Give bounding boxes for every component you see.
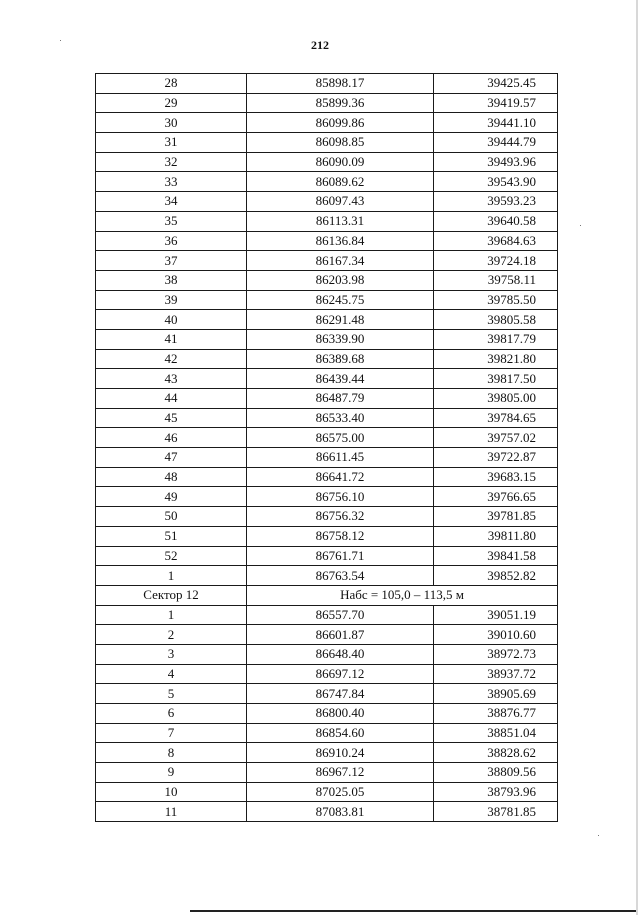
point-number-cell: 1 bbox=[96, 566, 247, 586]
point-number-cell: 52 bbox=[96, 546, 247, 566]
y-coordinate-cell: 39444.79 bbox=[434, 133, 558, 153]
point-number-cell: 8 bbox=[96, 743, 247, 763]
x-coordinate-cell: 86113.31 bbox=[247, 211, 434, 231]
table-row bbox=[96, 329, 558, 349]
y-coordinate-cell: 39852.82 bbox=[434, 566, 558, 586]
table-row bbox=[96, 763, 558, 783]
y-coordinate-cell: 39841.58 bbox=[434, 546, 558, 566]
point-number-cell: 49 bbox=[96, 487, 247, 507]
point-number-cell: 30 bbox=[96, 113, 247, 133]
point-number-cell: 5 bbox=[96, 684, 247, 704]
scan-bottom-edge bbox=[190, 910, 636, 912]
y-coordinate-cell: 39425.45 bbox=[434, 74, 558, 94]
table-row bbox=[96, 133, 558, 153]
x-coordinate-cell: 86756.10 bbox=[247, 487, 434, 507]
sector-label: Сектор 12 bbox=[96, 585, 247, 605]
point-number-cell: 45 bbox=[96, 408, 247, 428]
y-coordinate-cell: 39722.87 bbox=[434, 448, 558, 468]
point-number-cell: 48 bbox=[96, 467, 247, 487]
x-coordinate-cell: 86756.32 bbox=[247, 507, 434, 527]
point-number-cell: 9 bbox=[96, 763, 247, 783]
table-row bbox=[96, 723, 558, 743]
table-row bbox=[96, 152, 558, 172]
point-number-cell: 1 bbox=[96, 605, 247, 625]
table-row bbox=[96, 369, 558, 389]
x-coordinate-cell: 86291.48 bbox=[247, 310, 434, 330]
x-coordinate-cell: 86641.72 bbox=[247, 467, 434, 487]
table-row bbox=[96, 172, 558, 192]
x-coordinate-cell: 86800.40 bbox=[247, 704, 434, 724]
table-row bbox=[96, 93, 558, 113]
sector-height-range: Набс = 105,0 – 113,5 м bbox=[247, 585, 558, 605]
y-coordinate-cell: 39811.80 bbox=[434, 526, 558, 546]
coordinates-rows-lower bbox=[96, 605, 558, 822]
point-number-cell: 31 bbox=[96, 133, 247, 153]
y-coordinate-cell: 38876.77 bbox=[434, 704, 558, 724]
scan-speck bbox=[598, 835, 599, 836]
x-coordinate-cell: 86203.98 bbox=[247, 270, 434, 290]
point-number-cell: 40 bbox=[96, 310, 247, 330]
y-coordinate-cell: 38781.85 bbox=[434, 802, 558, 822]
y-coordinate-cell: 39784.65 bbox=[434, 408, 558, 428]
x-coordinate-cell: 86557.70 bbox=[247, 605, 434, 625]
table-row bbox=[96, 231, 558, 251]
table-row bbox=[96, 467, 558, 487]
x-coordinate-cell: 86611.45 bbox=[247, 448, 434, 468]
table-row bbox=[96, 664, 558, 684]
point-number-cell: 4 bbox=[96, 664, 247, 684]
x-coordinate-cell: 85899.36 bbox=[247, 93, 434, 113]
x-coordinate-cell: 87025.05 bbox=[247, 782, 434, 802]
y-coordinate-cell: 39781.85 bbox=[434, 507, 558, 527]
x-coordinate-cell: 85898.17 bbox=[247, 74, 434, 94]
sector-header bbox=[96, 585, 558, 605]
table-row bbox=[96, 74, 558, 94]
point-number-cell: 43 bbox=[96, 369, 247, 389]
table-row bbox=[96, 625, 558, 645]
table-row bbox=[96, 566, 558, 586]
point-number-cell: 44 bbox=[96, 389, 247, 409]
y-coordinate-cell: 38851.04 bbox=[434, 723, 558, 743]
point-number-cell: 41 bbox=[96, 329, 247, 349]
point-number-cell: 42 bbox=[96, 349, 247, 369]
x-coordinate-cell: 86967.12 bbox=[247, 763, 434, 783]
table-row bbox=[96, 408, 558, 428]
y-coordinate-cell: 38828.62 bbox=[434, 743, 558, 763]
point-number-cell: 2 bbox=[96, 625, 247, 645]
table-row bbox=[96, 192, 558, 212]
y-coordinate-cell: 39051.19 bbox=[434, 605, 558, 625]
table-row bbox=[96, 113, 558, 133]
x-coordinate-cell: 86648.40 bbox=[247, 644, 434, 664]
table-row bbox=[96, 487, 558, 507]
point-number-cell: 33 bbox=[96, 172, 247, 192]
y-coordinate-cell: 39766.65 bbox=[434, 487, 558, 507]
x-coordinate-cell: 86487.79 bbox=[247, 389, 434, 409]
table-row bbox=[96, 389, 558, 409]
y-coordinate-cell: 39821.80 bbox=[434, 349, 558, 369]
point-number-cell: 36 bbox=[96, 231, 247, 251]
y-coordinate-cell: 39593.23 bbox=[434, 192, 558, 212]
point-number-cell: 32 bbox=[96, 152, 247, 172]
point-number-cell: 7 bbox=[96, 723, 247, 743]
x-coordinate-cell: 87083.81 bbox=[247, 802, 434, 822]
point-number-cell: 37 bbox=[96, 251, 247, 271]
y-coordinate-cell: 39640.58 bbox=[434, 211, 558, 231]
y-coordinate-cell: 39817.79 bbox=[434, 329, 558, 349]
point-number-cell: 28 bbox=[96, 74, 247, 94]
table-row bbox=[96, 644, 558, 664]
table-row bbox=[96, 546, 558, 566]
page-edge-shadow bbox=[636, 0, 638, 915]
x-coordinate-cell: 86097.43 bbox=[247, 192, 434, 212]
y-coordinate-cell: 39724.18 bbox=[434, 251, 558, 271]
point-number-cell: 10 bbox=[96, 782, 247, 802]
table-row bbox=[96, 251, 558, 271]
y-coordinate-cell: 39441.10 bbox=[434, 113, 558, 133]
x-coordinate-cell: 86747.84 bbox=[247, 684, 434, 704]
table-row bbox=[96, 684, 558, 704]
y-coordinate-cell: 39419.57 bbox=[434, 93, 558, 113]
x-coordinate-cell: 86099.86 bbox=[247, 113, 434, 133]
y-coordinate-cell: 38793.96 bbox=[434, 782, 558, 802]
point-number-cell: 11 bbox=[96, 802, 247, 822]
table-row bbox=[96, 605, 558, 625]
x-coordinate-cell: 86167.34 bbox=[247, 251, 434, 271]
x-coordinate-cell: 86245.75 bbox=[247, 290, 434, 310]
table-row bbox=[96, 290, 558, 310]
y-coordinate-cell: 39805.00 bbox=[434, 389, 558, 409]
y-coordinate-cell: 39805.58 bbox=[434, 310, 558, 330]
point-number-cell: 6 bbox=[96, 704, 247, 724]
table-row bbox=[96, 743, 558, 763]
y-coordinate-cell: 39817.50 bbox=[434, 369, 558, 389]
x-coordinate-cell: 86854.60 bbox=[247, 723, 434, 743]
y-coordinate-cell: 38937.72 bbox=[434, 664, 558, 684]
y-coordinate-cell: 39785.50 bbox=[434, 290, 558, 310]
x-coordinate-cell: 86601.87 bbox=[247, 625, 434, 645]
x-coordinate-cell: 86910.24 bbox=[247, 743, 434, 763]
table-row bbox=[96, 428, 558, 448]
x-coordinate-cell: 86339.90 bbox=[247, 329, 434, 349]
point-number-cell: 47 bbox=[96, 448, 247, 468]
point-number-cell: 34 bbox=[96, 192, 247, 212]
x-coordinate-cell: 86697.12 bbox=[247, 664, 434, 684]
scan-speck bbox=[580, 225, 581, 226]
coordinates-table bbox=[95, 73, 558, 822]
sector-header-row bbox=[96, 585, 558, 605]
x-coordinate-cell: 86136.84 bbox=[247, 231, 434, 251]
x-coordinate-cell: 86758.12 bbox=[247, 526, 434, 546]
y-coordinate-cell: 39758.11 bbox=[434, 270, 558, 290]
x-coordinate-cell: 86439.44 bbox=[247, 369, 434, 389]
x-coordinate-cell: 86763.54 bbox=[247, 566, 434, 586]
y-coordinate-cell: 39493.96 bbox=[434, 152, 558, 172]
x-coordinate-cell: 86089.62 bbox=[247, 172, 434, 192]
table-row bbox=[96, 782, 558, 802]
y-coordinate-cell: 38809.56 bbox=[434, 763, 558, 783]
point-number-cell: 38 bbox=[96, 270, 247, 290]
x-coordinate-cell: 86575.00 bbox=[247, 428, 434, 448]
table-row bbox=[96, 448, 558, 468]
y-coordinate-cell: 39757.02 bbox=[434, 428, 558, 448]
y-coordinate-cell: 38972.73 bbox=[434, 644, 558, 664]
table-row bbox=[96, 507, 558, 527]
point-number-cell: 50 bbox=[96, 507, 247, 527]
table-row bbox=[96, 270, 558, 290]
point-number-cell: 46 bbox=[96, 428, 247, 448]
page-number: 212 bbox=[311, 38, 329, 52]
x-coordinate-cell: 86761.71 bbox=[247, 546, 434, 566]
y-coordinate-cell: 39010.60 bbox=[434, 625, 558, 645]
table-row bbox=[96, 526, 558, 546]
table-row bbox=[96, 310, 558, 330]
y-coordinate-cell: 39684.63 bbox=[434, 231, 558, 251]
point-number-cell: 51 bbox=[96, 526, 247, 546]
table-row bbox=[96, 349, 558, 369]
coordinates-rows-upper bbox=[96, 74, 558, 586]
y-coordinate-cell: 39683.15 bbox=[434, 467, 558, 487]
x-coordinate-cell: 86090.09 bbox=[247, 152, 434, 172]
table-row bbox=[96, 211, 558, 231]
y-coordinate-cell: 39543.90 bbox=[434, 172, 558, 192]
point-number-cell: 35 bbox=[96, 211, 247, 231]
table-row bbox=[96, 802, 558, 822]
point-number-cell: 3 bbox=[96, 644, 247, 664]
x-coordinate-cell: 86389.68 bbox=[247, 349, 434, 369]
x-coordinate-cell: 86533.40 bbox=[247, 408, 434, 428]
point-number-cell: 29 bbox=[96, 93, 247, 113]
table-row bbox=[96, 704, 558, 724]
y-coordinate-cell: 38905.69 bbox=[434, 684, 558, 704]
point-number-cell: 39 bbox=[96, 290, 247, 310]
x-coordinate-cell: 86098.85 bbox=[247, 133, 434, 153]
